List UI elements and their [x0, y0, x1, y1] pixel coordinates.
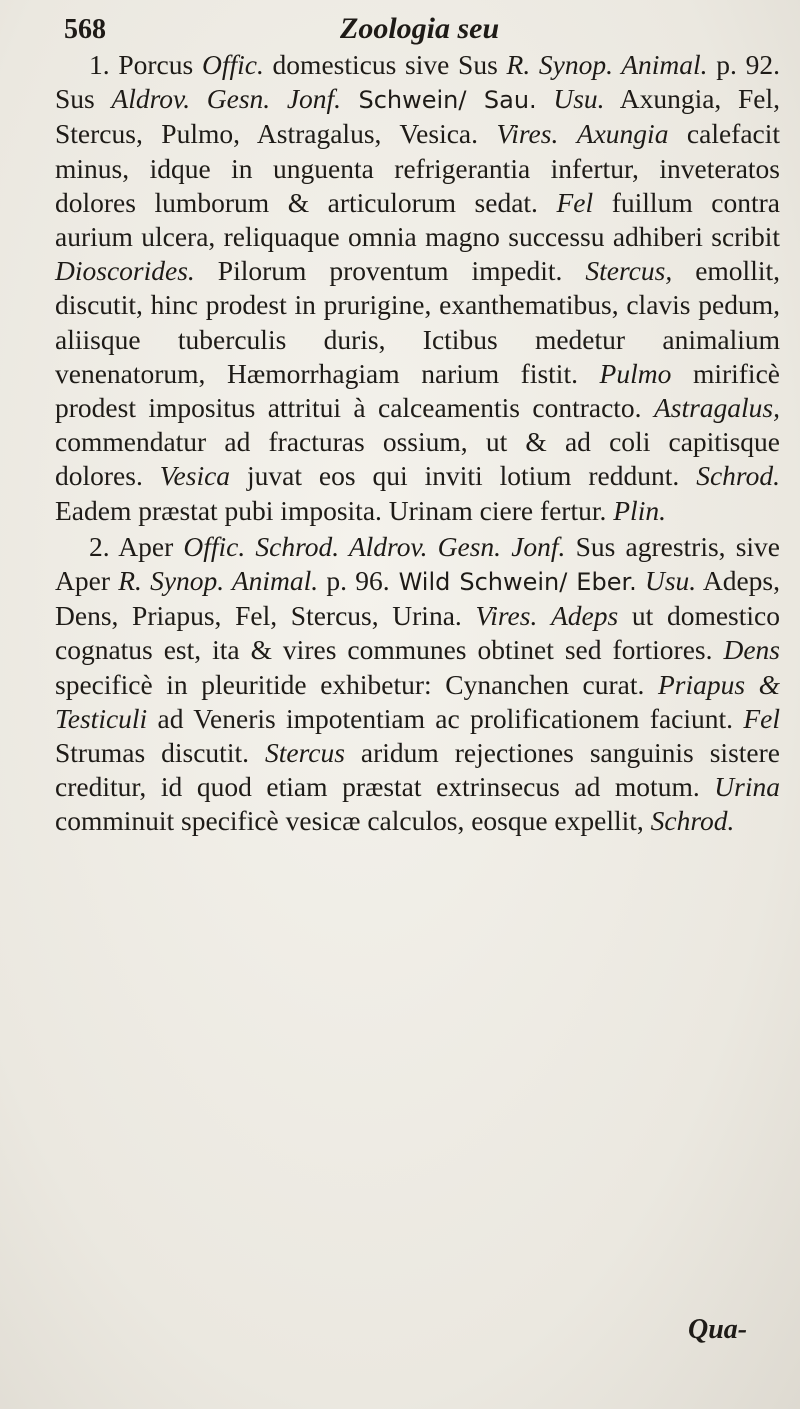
page-number: 568: [64, 14, 106, 45]
text-segment: aridum rejectiones sanguinis sistere creditur, id quod etiam præstat extrinsecus ad motum.: [55, 737, 780, 803]
text-segment: Dens: [723, 634, 780, 666]
text-segment: Offic.: [201, 49, 264, 80]
text-segment: Vesica: [159, 460, 231, 492]
text-segment: Axungia: [576, 118, 669, 150]
text-segment: domesticus sive Sus: [263, 49, 507, 80]
text-segment: Pilorum proventum impedit.: [194, 255, 586, 287]
text-segment: ad Veneris impotentiam ac prolificationem faciunt.: [147, 702, 744, 734]
text-segment: Adeps: [551, 600, 619, 632]
text-segment: Wild Schwein/ Eber.: [389, 568, 637, 597]
text-segment: Axungia, Fel, Stercus, Pulmo, Astragalus, Vesica.: [55, 83, 780, 150]
text-segment: Schwein/ Sau.: [341, 86, 537, 115]
text-segment: Adeps, Dens, Priapus, Fel, Stercus, Urina.: [55, 565, 781, 632]
text-segment: ut domestico cognatus est, ita & vires communes obtinet sed fortiores.: [55, 600, 780, 666]
entry-aper: [55, 530, 780, 839]
text-segment: [537, 600, 551, 631]
text-segment: Strumas discutit.: [55, 737, 265, 769]
text-segment: Priapus & Testiculi: [55, 668, 780, 734]
text-segment: Urina: [714, 771, 780, 803]
text-segment: Usu.: [536, 83, 605, 115]
text-segment: Stercus,: [585, 255, 673, 287]
text-segment: Usu.: [636, 565, 697, 597]
text-segment: mirificè prodest impositus attritui à calceamentis contracto.: [55, 357, 780, 424]
text-segment: R. Synop. Animal.: [506, 49, 708, 80]
text-segment: emollit, discutit, hinc prodest in prurigine, exanthematibus, clavis pedum, aliisque tuberculis duris, Ictibus medetur animalium venenatorum, Hæmorrhagiam narium fistit.: [55, 255, 780, 389]
text-segment: 2. Aper: [89, 530, 184, 562]
text-segment: [558, 118, 576, 149]
text-segment: p. 96.: [318, 565, 390, 597]
text-segment: Plin.: [613, 494, 666, 526]
page-header: [0, 10, 800, 50]
text-segment: Schrod.: [650, 805, 735, 837]
catchword: Qua-: [688, 1314, 748, 1345]
text-segment: Eadem præstat pubi imposita. Urinam ciere fertur.: [55, 494, 614, 526]
text-segment: fuillum contra aurium ulcera, reliquaque omnia magno successu adhiberi scribit: [55, 186, 780, 253]
text-segment: Fel: [743, 702, 780, 734]
body-text: [55, 48, 780, 841]
text-segment: Vires.: [475, 600, 538, 632]
text-segment: calefacit minus, idque in unguenta refrigerantia infertur, inveteratos dolores lumborum & articulorum sedat.: [55, 118, 781, 218]
running-head: Zoologia seu: [340, 12, 500, 45]
text-segment: Schrod.: [696, 460, 780, 492]
text-segment: 1. Porcus: [89, 49, 202, 80]
text-segment: specificè in pleuritide exhibetur: Cynanchen curat.: [55, 668, 658, 700]
text-segment: Aldrov. Gesn. Jonf.: [111, 83, 342, 115]
text-segment: Vires.: [496, 118, 559, 150]
text-segment: commendatur ad fracturas ossium, ut & ad coli capitisque dolores.: [55, 426, 780, 492]
text-segment: Offic. Schrod. Aldrov. Gesn. Jonf.: [183, 530, 566, 562]
text-segment: Sus agrestris, sive Aper: [55, 530, 780, 597]
text-segment: Astragalus,: [653, 392, 780, 424]
text-segment: comminuit specificè vesicæ calculos, eosque expellit,: [55, 805, 651, 837]
text-segment: juvat eos qui inviti lotium reddunt.: [230, 460, 697, 492]
text-segment: Fel: [556, 186, 594, 218]
text-segment: Dioscorides.: [55, 255, 195, 287]
text-segment: p. 92. Sus: [55, 49, 780, 115]
text-segment: Pulmo: [599, 357, 672, 389]
text-segment: R. Synop. Animal.: [118, 565, 319, 597]
entry-porcus: [55, 48, 780, 528]
text-segment: Stercus: [264, 737, 345, 769]
